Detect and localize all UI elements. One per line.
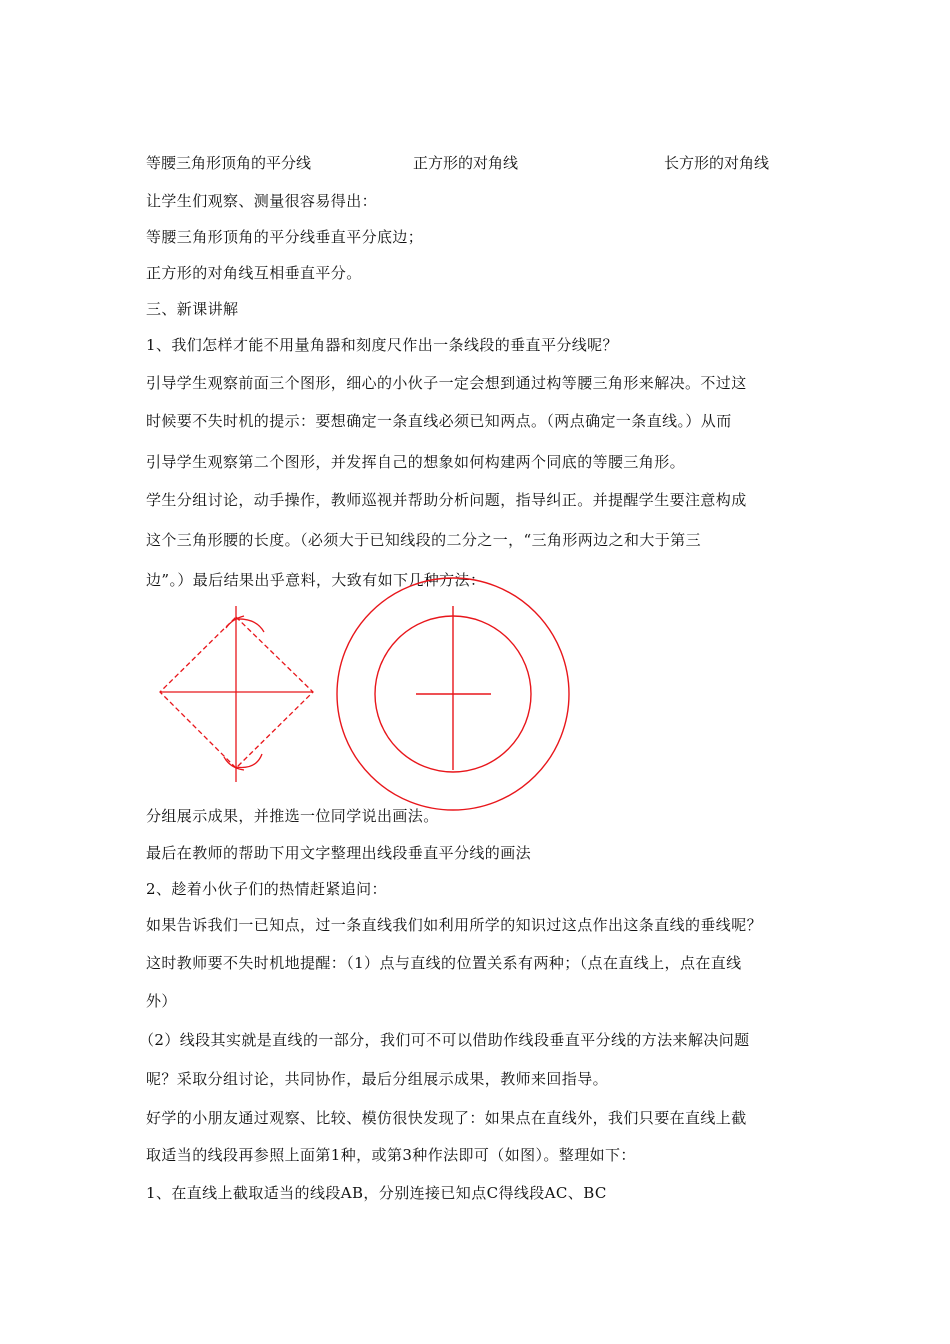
caption-rectangle: 长方形的对角线: [664, 154, 770, 172]
paragraph-line: 学生分组讨论，动手操作，教师巡视并帮助分析问题，指导纠正。并提醒学生要注意构成: [146, 491, 747, 509]
caption-square: 正方形的对角线: [413, 154, 519, 172]
circles-construction: [337, 578, 569, 810]
paragraph-line: 正方形的对角线互相垂直平分。: [146, 264, 362, 282]
paragraph-line: 这个三角形腰的长度。（必须大于已知线段的二分之一，“三角形两边之和大于第三: [146, 531, 701, 549]
paragraph-line: 边”。）最后结果出乎意料，大致有如下几种方法：: [146, 571, 486, 589]
caption-isosceles: 等腰三角形顶角的平分线: [146, 154, 312, 172]
paragraph-line: 2、趁着小伙子们的热情赶紧追问：: [146, 880, 387, 898]
paragraph-line: 1、我们怎样才能不用量角器和刻度尺作出一条线段的垂直平分线呢？: [146, 336, 618, 354]
paragraph-line: 分组展示成果，并推选一位同学说出画法。: [146, 807, 439, 825]
paragraph-line: 等腰三角形顶角的平分线垂直平分底边；: [146, 228, 424, 246]
rhombus-construction: [160, 606, 313, 782]
paragraph-line: 好学的小朋友通过观察、比较、模仿很快发现了：如果点在直线外，我们只要在直线上截: [146, 1109, 747, 1127]
paragraph-line: 外）: [146, 992, 177, 1010]
arc-bottom-right: [236, 754, 262, 767]
paragraph-line: 时候要不失时机的提示：要想确定一条直线必须已知两点。（两点确定一条直线。）从而: [146, 412, 732, 430]
paragraph-line: 1、在直线上截取适当的线段AB，分别连接已知点C得线段AC、BC: [146, 1184, 607, 1202]
paragraph-line: 呢？采取分组讨论，共同协作，最后分组展示成果，教师来回指导。: [146, 1070, 609, 1088]
paragraph-line: 引导学生观察前面三个图形，细心的小伙子一定会想到通过构等腰三角形来解决。不过这: [146, 374, 747, 392]
paragraph-line: 这时教师要不失时机地提醒：（1）点与直线的位置关系有两种；（点在直线上，点在直线: [146, 954, 742, 972]
paragraph-line: 引导学生观察第二个图形，并发挥自己的想象如何构建两个同底的等腰三角形。: [146, 453, 686, 471]
paragraph-line: 最后在教师的帮助下用文字整理出线段垂直平分线的画法: [146, 844, 532, 862]
paragraph-line: 让学生们观察、测量很容易得出：: [146, 192, 378, 210]
paragraph-line: 如果告诉我们一已知点，过一条直线我们如利用所学的知识过这点作出这条直线的垂线呢？: [146, 916, 763, 934]
paragraph-line: （2）线段其实就是直线的一部分，我们可不可以借助作线段垂直平分线的方法来解决问题: [139, 1031, 750, 1049]
paragraph-line: 取适当的线段再参照上面第1种，或第3种作法即可（如图）。整理如下：: [146, 1146, 636, 1164]
section-heading: 三、新课讲解: [146, 300, 239, 318]
